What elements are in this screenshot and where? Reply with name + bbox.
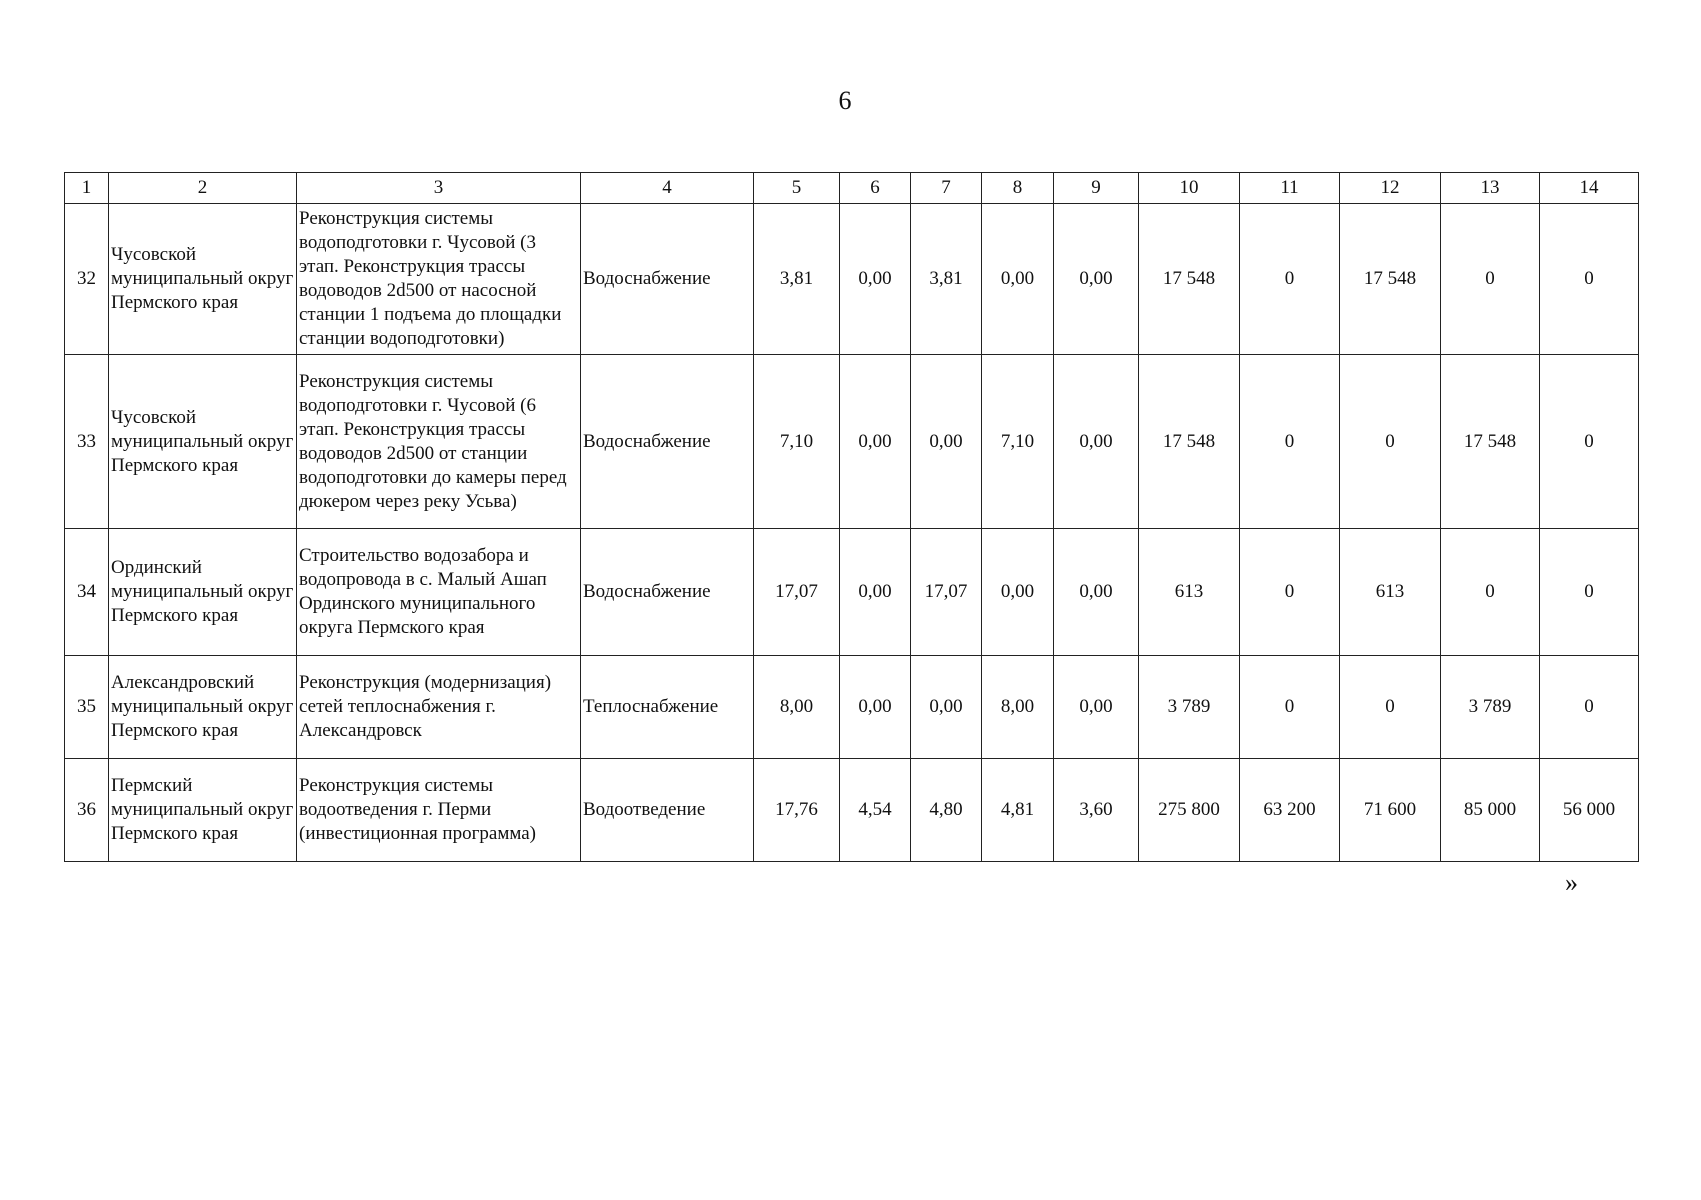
value-cell: 0,00 <box>840 529 911 656</box>
value-cell: 0 <box>1240 656 1340 759</box>
page-number: 6 <box>838 86 852 115</box>
row-number: 33 <box>65 355 109 529</box>
row-number: 36 <box>65 759 109 862</box>
value-cell: 0,00 <box>982 204 1054 355</box>
column-header: 1 <box>65 173 109 204</box>
column-header: 7 <box>911 173 982 204</box>
value-cell: 4,80 <box>911 759 982 862</box>
value-cell: 0 <box>1540 529 1639 656</box>
project-cell: Реконструкция системы водоподготовки г. Чусовой (6 этап. Реконструкция трассы водоводов 2d500 от станции водоподготовки до камеры перед дюкером через реку Усьва) <box>297 355 581 529</box>
value-cell: 0 <box>1540 656 1639 759</box>
value-cell: 0,00 <box>840 355 911 529</box>
value-cell: 0 <box>1240 355 1340 529</box>
column-header: 9 <box>1054 173 1139 204</box>
value-cell: 0,00 <box>840 656 911 759</box>
value-cell: 0 <box>1240 204 1340 355</box>
value-cell: 4,54 <box>840 759 911 862</box>
value-cell: 17 548 <box>1139 355 1240 529</box>
type-cell: Водоотведение <box>581 759 754 862</box>
value-cell: 3,81 <box>911 204 982 355</box>
value-cell: 8,00 <box>982 656 1054 759</box>
type-cell: Водоснабжение <box>581 204 754 355</box>
value-cell: 0 <box>1340 355 1441 529</box>
table-row <box>65 204 1639 355</box>
row-number: 34 <box>65 529 109 656</box>
column-header: 11 <box>1240 173 1340 204</box>
column-header: 5 <box>754 173 840 204</box>
table-row <box>65 759 1639 862</box>
project-cell: Реконструкция (модернизация) сетей теплоснабжения г. Александровск <box>297 656 581 759</box>
value-cell: 0,00 <box>1054 656 1139 759</box>
column-header: 8 <box>982 173 1054 204</box>
table-header-row <box>65 173 1639 204</box>
value-cell: 17 548 <box>1441 355 1540 529</box>
column-header: 6 <box>840 173 911 204</box>
value-cell: 0,00 <box>1054 355 1139 529</box>
column-header: 10 <box>1139 173 1240 204</box>
municipality-cell: Александровский муниципальный округ Пермского края <box>109 656 297 759</box>
value-cell: 0,00 <box>911 656 982 759</box>
value-cell: 275 800 <box>1139 759 1240 862</box>
data-table <box>64 172 1639 862</box>
value-cell: 7,10 <box>982 355 1054 529</box>
column-header: 4 <box>581 173 754 204</box>
value-cell: 0 <box>1540 355 1639 529</box>
project-cell: Реконструкция системы водоотведения г. Перми (инвестиционная программа) <box>297 759 581 862</box>
column-header: 12 <box>1340 173 1441 204</box>
value-cell: 0 <box>1240 529 1340 656</box>
type-cell: Теплоснабжение <box>581 656 754 759</box>
value-cell: 3 789 <box>1441 656 1540 759</box>
value-cell: 85 000 <box>1441 759 1540 862</box>
column-header: 3 <box>297 173 581 204</box>
value-cell: 0 <box>1540 204 1639 355</box>
value-cell: 56 000 <box>1540 759 1639 862</box>
value-cell: 71 600 <box>1340 759 1441 862</box>
table-row <box>65 656 1639 759</box>
value-cell: 3,60 <box>1054 759 1139 862</box>
value-cell: 63 200 <box>1240 759 1340 862</box>
value-cell: 0 <box>1340 656 1441 759</box>
value-cell: 7,10 <box>754 355 840 529</box>
municipality-cell: Чусовской муниципальный округ Пермского края <box>109 355 297 529</box>
type-cell: Водоснабжение <box>581 355 754 529</box>
value-cell: 3 789 <box>1139 656 1240 759</box>
municipality-cell: Ординский муниципальный округ Пермского края <box>109 529 297 656</box>
value-cell: 0,00 <box>911 355 982 529</box>
closing-quote-mark: » <box>1565 868 1578 897</box>
value-cell: 4,81 <box>982 759 1054 862</box>
value-cell: 0,00 <box>982 529 1054 656</box>
value-cell: 17 548 <box>1139 204 1240 355</box>
value-cell: 0,00 <box>1054 204 1139 355</box>
column-header: 2 <box>109 173 297 204</box>
value-cell: 0 <box>1441 204 1540 355</box>
value-cell: 17 548 <box>1340 204 1441 355</box>
value-cell: 3,81 <box>754 204 840 355</box>
municipality-cell: Чусовской муниципальный округ Пермского края <box>109 204 297 355</box>
table-row <box>65 529 1639 656</box>
municipality-cell: Пермский муниципальный округ Пермского края <box>109 759 297 862</box>
value-cell: 17,76 <box>754 759 840 862</box>
value-cell: 0,00 <box>1054 529 1139 656</box>
value-cell: 613 <box>1340 529 1441 656</box>
column-header: 14 <box>1540 173 1639 204</box>
value-cell: 0 <box>1441 529 1540 656</box>
column-header: 13 <box>1441 173 1540 204</box>
value-cell: 613 <box>1139 529 1240 656</box>
value-cell: 8,00 <box>754 656 840 759</box>
row-number: 35 <box>65 656 109 759</box>
value-cell: 0,00 <box>840 204 911 355</box>
row-number: 32 <box>65 204 109 355</box>
table-row <box>65 355 1639 529</box>
type-cell: Водоснабжение <box>581 529 754 656</box>
project-cell: Строительство водозабора и водопровода в с. Малый Ашап Ординского муниципального округа Пермского края <box>297 529 581 656</box>
value-cell: 17,07 <box>754 529 840 656</box>
value-cell: 17,07 <box>911 529 982 656</box>
project-cell: Реконструкция системы водоподготовки г. Чусовой (3 этап. Реконструкция трассы водоводов 2d500 от насосной станции 1 подъема до площадки станции водоподготовки) <box>297 204 581 355</box>
